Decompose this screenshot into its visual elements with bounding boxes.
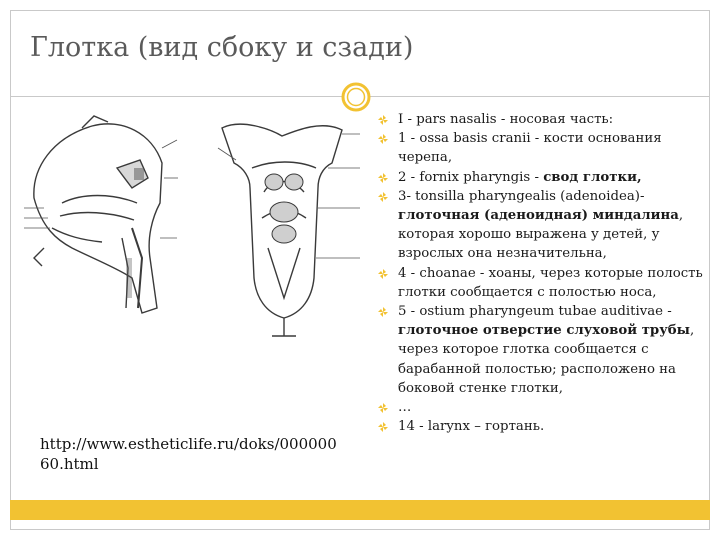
bullet-list: [376, 110, 712, 436]
bullet-text: I - pars nasalis - носовая часть:: [398, 112, 614, 127]
bullet-item: [376, 417, 712, 436]
bullet-text-bold: свод глотки,: [543, 169, 642, 185]
bullet-text: 2 - fornix pharyngis -: [398, 169, 544, 185]
slide-title: Глотка (вид сбоку и сзади): [30, 32, 414, 63]
pinwheel-bullet-icon: [378, 173, 388, 183]
sagittal-section-drawing: [34, 116, 162, 313]
pinwheel-bullet-icon: [378, 422, 388, 432]
bullet-item: [376, 264, 712, 302]
bullet-item: [376, 187, 712, 264]
bullet-text: …: [398, 400, 412, 416]
pharynx-anatomy-figure: [22, 108, 362, 340]
pinwheel-bullet-icon: [378, 307, 388, 317]
pinwheel-bullet-icon: [378, 403, 388, 413]
bullet-item: [376, 110, 712, 129]
bullet-text-bold: глоточное отверстие слуховой трубы: [398, 323, 690, 339]
footer-accent-bar: [10, 500, 710, 520]
bullet-text: 5 - ostium pharyngeum tubae auditivae -: [398, 304, 672, 320]
source-link[interactable]: http://www.estheticlife.ru/doks/00000060.html: [40, 435, 337, 473]
pinwheel-bullet-icon: [378, 115, 388, 125]
bullet-text: , которая хорошо выражена у детей, у взрослых она незначительна,: [398, 208, 684, 262]
bullet-text: 14 - larynx – гортань.: [398, 419, 545, 435]
bullet-text: 1 - ossa basis cranii - кости основания черепа,: [398, 131, 662, 166]
bullet-text-bold: глоточная (аденоидная) миндалина: [398, 208, 679, 224]
bullet-item: [376, 168, 712, 187]
pinwheel-bullet-icon: [378, 134, 388, 144]
bullet-text: 4 - choanae - хоаны, через которые полость глотки сообщается с полостью носа,: [398, 265, 703, 300]
pinwheel-bullet-icon: [378, 192, 388, 202]
bullet-item: [376, 302, 712, 398]
bullet-item: [376, 129, 712, 167]
pinwheel-bullet-icon: [378, 269, 388, 279]
bullet-text: 3- tonsilla pharyngealis (adenoidea)-: [398, 188, 645, 204]
bullet-item: [376, 398, 712, 417]
bullet-text: , через которое глотка сообщается с барабанной полостью; расположено на боковой стенке глотки,: [398, 323, 695, 396]
